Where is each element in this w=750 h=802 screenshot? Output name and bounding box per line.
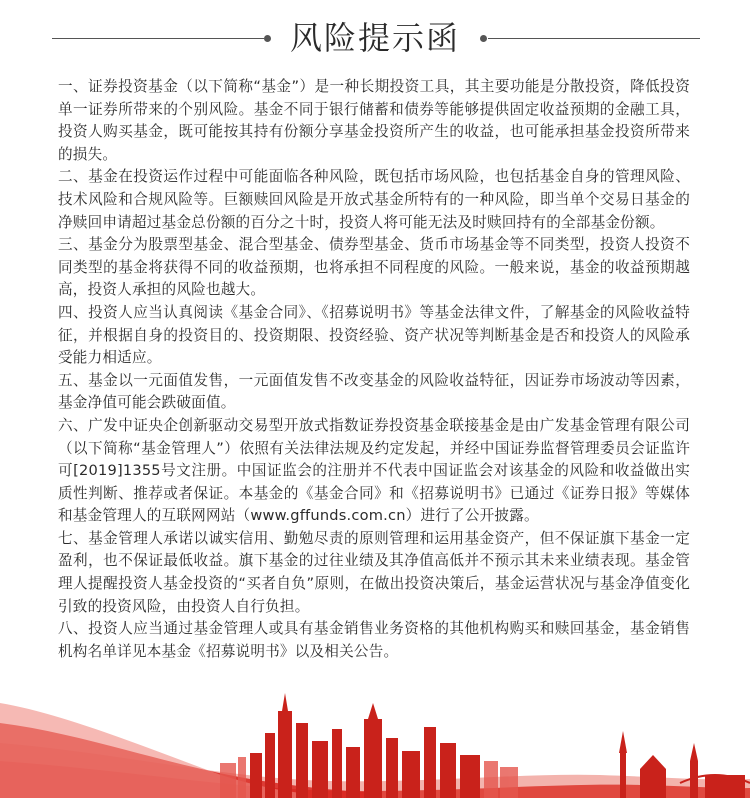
paragraph-8: 八、投资人应当通过基金管理人或具有基金销售业务资格的其他机构购买和赎回基金，基金销售机构名单详见本基金《招募说明书》以及相关公告。 <box>58 620 690 660</box>
paragraph-5: 五、基金以一元面值发售，一元面值发售不改变基金的风险收益特征，因证券市场波动等因素，基金净值可能会跌破面值。 <box>58 371 690 412</box>
paragraph-2: 二、基金在投资运作过程中可能面临各种风险，既包括市场风险，也包括基金自身的管理风险、技术风险和合规风险等。巨额赎回风险是开放式基金所特有的一种风险，即当单个交易日基金的净赎回申请超过基金总份额的百分之十时，投资人将可能无法及时赎回持有的全部基金份额。 <box>58 168 690 231</box>
paragraph-6: 六、广发中证央企创新驱动交易型开放式指数证券投资基金联接基金是由广发基金管理有限公司（以下简称“基金管理人”）依照有关法律法规及约定发起，并经中国证券监督管理委员会证监许可[2019]1355号文注册。中国证监会的注册并不代表中国证监会对该基金的风险和收益做出实质性判断、推荐或者保证。本基金的《基金合同》和《招募说明书》已通过《证券日报》等媒体和基金管理人的互联网网站（www.gffunds.com.cn）进行了公开披露。 <box>58 416 690 525</box>
paragraph-7: 七、基金管理人承诺以诚实信用、勤勉尽责的原则管理和运用基金资产，但不保证旗下基金一定盈利，也不保证最低收益。旗下基金的过往业绩及其净值高低并不预示其未来业绩表现。基金管理人提醒投资人基金投资的“买者自负”原则，在做出投资决策后，基金运营状况与基金净值变化引致的投资风险，由投资人自行负担。 <box>58 529 690 615</box>
paragraph-1: 一、证券投资基金（以下简称“基金”）是一种长期投资工具，其主要功能是分散投资，降低投资单一证券所带来的个别风险。基金不同于银行储蓄和债券等能够提供固定收益预期的金融工具，投资人购买基金，既可能按其持有份额分享基金投资所产生的收益，也可能承担基金投资所带来的损失。 <box>58 78 690 163</box>
page-title: 风险提示函 <box>289 19 460 57</box>
risk-notice-body <box>58 76 690 663</box>
title-dot-right <box>480 35 487 42</box>
footer-decoration <box>0 683 750 798</box>
city-skyline-illustration <box>0 683 750 798</box>
paragraph-4: 四、投资人应当认真阅读《基金合同》、《招募说明书》等基金法律文件，了解基金的风险收益特征，并根据自身的投资目的、投资期限、投资经验、资产状况等判断基金是否和投资人的风险承受能力相适应。 <box>58 303 690 367</box>
title-rule-right <box>488 38 700 39</box>
paragraph-3: 三、基金分为股票型基金、混合型基金、债券型基金、货币市场基金等不同类型，投资人投资不同类型的基金将获得不同的收益预期，也将承担不同程度的风险。一般来说，基金的收益预期越高，投资人承担的风险也越大。 <box>58 236 690 299</box>
header <box>0 14 750 62</box>
